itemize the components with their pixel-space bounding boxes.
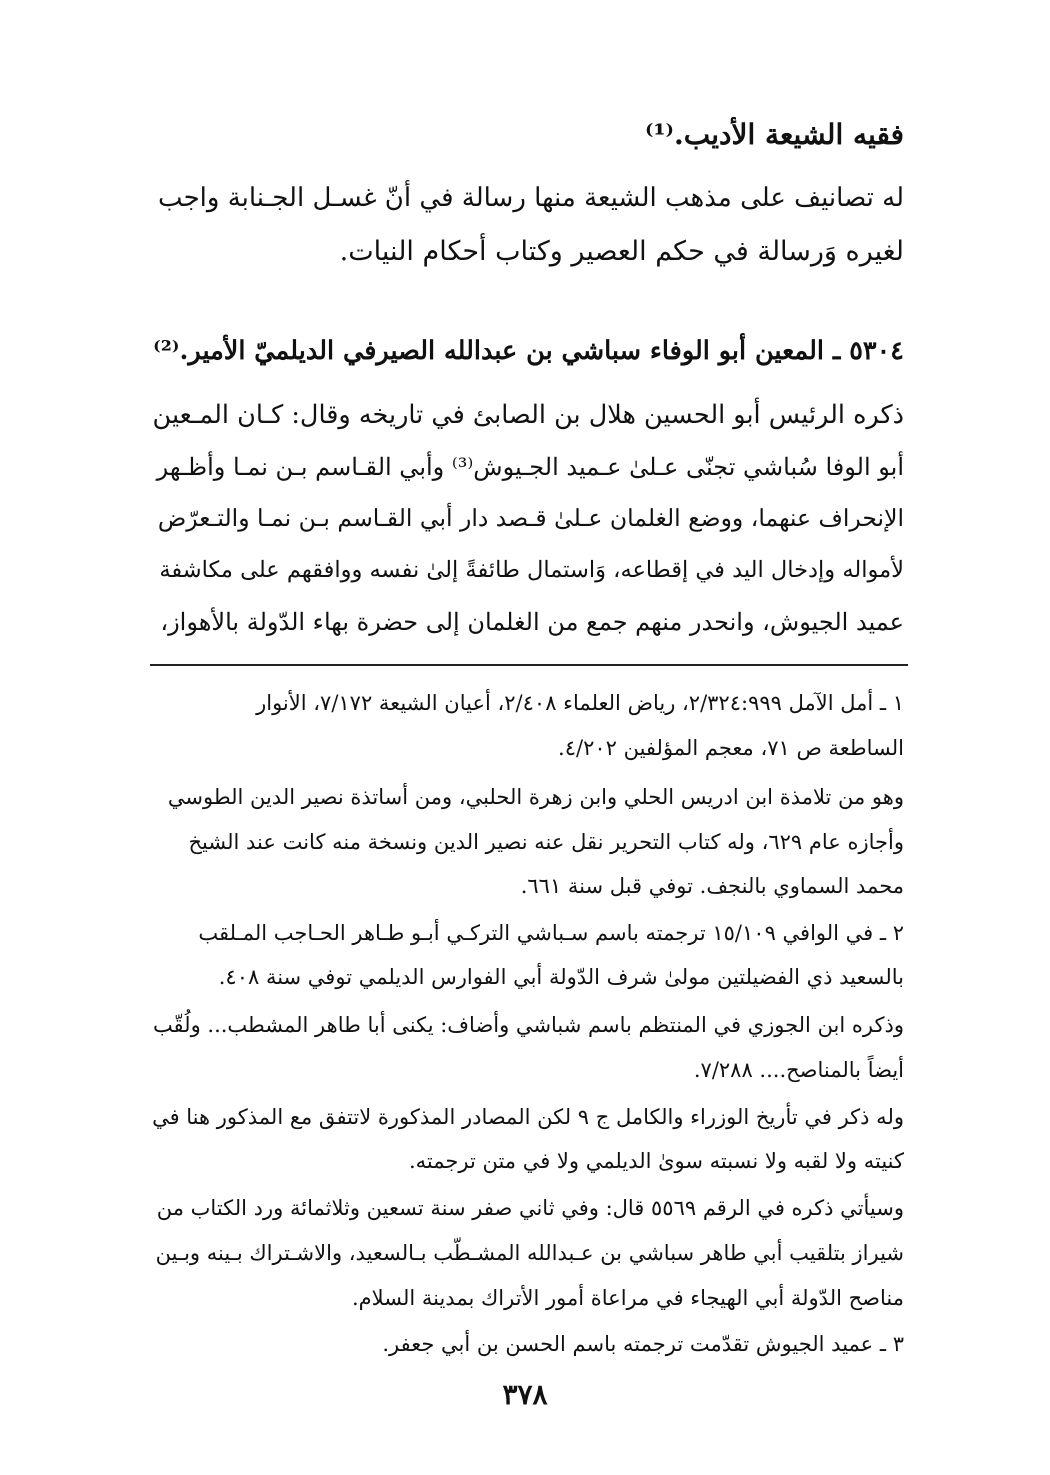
footnote-line: الساطعة ص ٧١، معجم المؤلفين ٤/٢٠٢. [558,736,904,760]
footnote-line: محمد السماوي بالنجف. توفي قبل سنة ٦٦١. [520,874,904,898]
footnote-line: ٣ ـ عميد الجيوش تقدّمت ترجمته باسم الحسن بن أبي جعفر. [382,1332,904,1356]
entry-heading: ٥٣٠٤ ـ المعين أبو الوفاء سباشي بن عبدالله الصيرفي الديلميّ الأمير.⁽²⁾ [153,336,904,366]
footnote-line: ٢ ـ في الوافي ١٥/١٠٩ ترجمته باسم سـباشي التركـي أبـو طـاهر الحـاجب المـلقب [198,921,904,945]
footnote-line: وهو من تلامذة ابن ادريس الحلي وابن زهرة الحلبي، ومن أساتذة نصير الدين الطوسي [167,785,904,809]
footnote-line: وذكره ابن الجوزي في المنتظم باسم شباشي وأضاف: يكنى أبا طاهر المشطب... ولُقّب [152,1013,904,1037]
entry-tail-text-line: لغيره وَرسالة في حكم العصير وكتاب أحكام النيات. [339,236,904,267]
page-number: ٣٧٨ [502,1378,548,1411]
footnote-line: ١ ـ أمل الآمل ٢/٣٢٤:٩٩٩، رياض العلماء ٢/٤٠٨، أعيان الشيعة ٧/١٧٢، الأنوار [256,691,904,715]
footnote-line: أيضاً بالمناصح.... ٧/٢٨٨. [693,1058,904,1082]
entry-tail-text-line: له تصانيف على مذهب الشيعة منها رسالة في أنّ غسـل الجـنابة واجب [158,183,904,213]
entry-tail-title: فقيه الشيعة الأديب.⁽¹⁾ [645,118,904,151]
footnote-line: مناصح الدّولة أبي الهيجاء في مراعاة أمور الأتراك بمدينة السلام. [352,1286,904,1310]
footnote-divider [150,664,908,666]
footnote-line: كنيته ولا لقبه ولا نسبته سوىٰ الديلمي ولا في متن ترجمته. [408,1149,904,1173]
entry-text-line: ذكره الرئيس أبو الحسين هلال بن الصابئ في تاريخه وقال: كـان المـعين [152,400,904,430]
footnote-line: وأجازه عام ٦٢٩، وله كتاب التحرير نقل عنه نصير الدين ونسخة منه كانت عند الشيخ [188,830,904,854]
footnote-line: وسيأتي ذكره في الرقم ٥٥٦٩ قال: وفي ثاني صفر سنة تسعين وثلاثمائة ورد الكتاب من [156,1196,904,1220]
entry-text-line: الإنحراف عنهما، ووضع الغلمان عـلىٰ قـصد دار أبي القـاسم بـن نمـا والتـعرّض [157,504,904,532]
footnote-line: بالسعيد ذي الفضيلتين مولىٰ شرف الدّولة أبي الفوارس الديلمي توفي سنة ٤٠٨. [218,965,904,989]
footnote-line: وله ذكر في تأريخ الوزراء والكامل ج ٩ لكن المصادر المذكورة لاتتفق مع المذكور هنا في [152,1105,904,1129]
entry-text-line: لأمواله وإدخال اليد في إقطاعه، وَاستمال طائفةً إلىٰ نفسه ووافقهم على مكاشفة [159,557,904,583]
entry-text-line: أبو الوفا سُباشي تجنّى عـلىٰ عـميد الجـيوش⁽³⁾ وأبي القـاسم بـن نمـا وأظـهر [156,453,904,481]
entry-text-line: عميد الجيوش، وانحدر منهم جمع من الغلمان إلى حضرة بهاء الدّولة بالأهواز، [160,608,904,636]
footnote-line: شيراز بتلقيب أبي طاهر سباشي بن عـبدالله المشـطّب بـالسعيد، والاشـتراك بـينه وبـين [155,1241,904,1265]
